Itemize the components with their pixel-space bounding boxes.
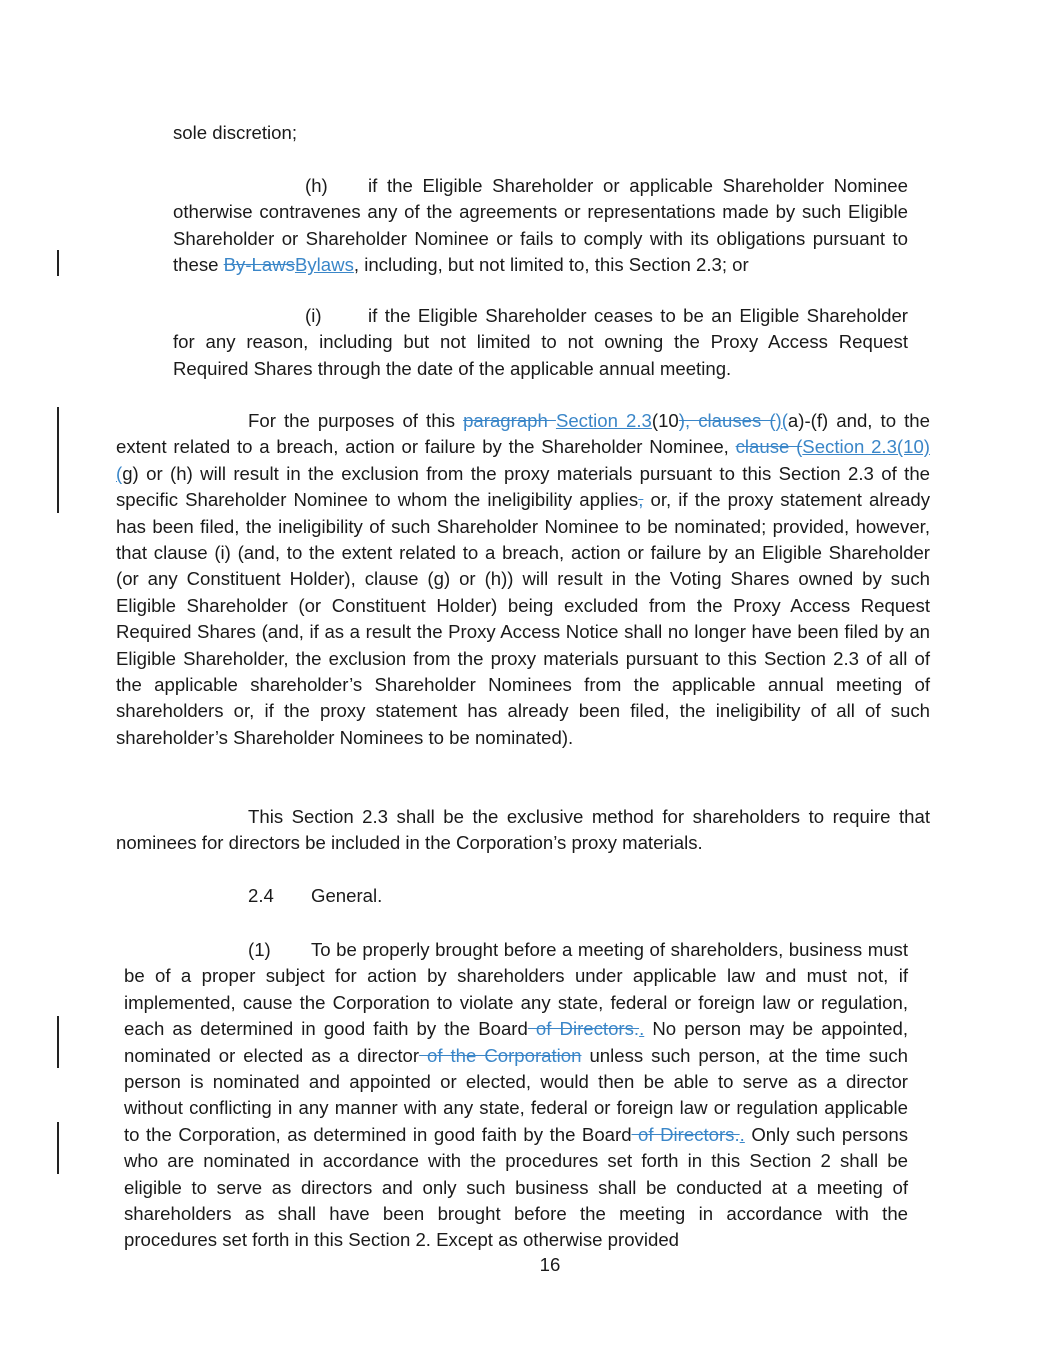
change-bar: [57, 250, 59, 276]
clause-1: [124, 937, 908, 1254]
section-heading-2-4: [248, 883, 848, 909]
paragraph-text: For the purposes of this: [248, 410, 464, 431]
clause-text: No person may be appointed, nominated or elected as a director: [124, 1018, 908, 1066]
clause-text: , including, but not limited to, this Section 2.3; or: [353, 254, 749, 276]
deleted-text: of the Corporation: [419, 1044, 582, 1066]
deleted-text: of Directors.: [631, 1123, 740, 1145]
paragraph-text: g) or (h) will result in the exclusion from the proxy materials pursuant to this Section 2.3 of the specific Shareholder Nominee to whom the ineligibility applies: [116, 462, 930, 511]
clause-label: (1): [248, 939, 271, 960]
deleted-text: clause (: [735, 436, 803, 458]
change-bar: [57, 1122, 59, 1174]
paragraph-purposes: [116, 408, 930, 751]
paragraph-text: sole discretion;: [173, 122, 298, 143]
paragraph-exclusive-method: [116, 804, 930, 857]
deleted-text: ), clauses (: [678, 410, 776, 431]
clause-text: unless such person, at the time such person is nominated and appointed or elected, would then be able to serve as a director without conflicting in any manner with any state, federal or foreign law or regulation applicable to the Corporation, as determined in good faith by the Board: [124, 1044, 908, 1145]
clause-text: Only such persons who are nominated in accordance with the procedures set forth in this Section 2 shall be eligible to serve as directors and only such business shall be conducted at a meeting of shareholders as shall have been brought before the meeting in accordance with the procedures set forth in this Section 2. Except as otherwise provided: [124, 1123, 909, 1251]
paragraph-text: or, if the proxy statement already has been filed, the ineligibility of such Shareholder Nominee to be nominated; provided, however, that clause (i) (and, to the extent related to a breach, action or failure by an Eligible Shareholder (or any Constituent Holder), clause (g) or (h)) will result in the Voting Shares owned by such Eligible Shareholder (or Constituent Holder) being excluded from the Proxy Access Request Required Shares (and, if as a result the Proxy Access Notice shall no longer have been filed by an Eligible Shareholder, the exclusion from the proxy materials pursuant to this Section 2.3 of all of the applicable shareholder’s Shareholder Nominees from the applicable annual meeting of shareholders or, if the proxy statement has already been filed, the ineligibility of all of such shareholder’s Shareholder Nominees to be nominated).: [116, 489, 930, 748]
clause-text: if the Eligible Shareholder or applicable Shareholder Nominee otherwise contravenes any of the agreements or representations made by such Eligible Shareholder or Shareholder Nominee or fails to comply with its obligations pursuant to these: [173, 175, 908, 276]
deleted-text: of Directors.: [527, 1018, 640, 1040]
section-title: General.: [311, 885, 383, 906]
paragraph-text: a)-(f) and, to the extent related to a breach, action or failure by the Shareholder Nominee,: [116, 410, 930, 458]
clause-label: (h): [305, 175, 328, 196]
paragraph-sole-discretion: [173, 120, 908, 146]
deleted-text: ,: [638, 489, 644, 511]
inserted-text: Section 2.3(10)(: [116, 436, 930, 484]
clause-text: if the Eligible Shareholder ceases to be an Eligible Shareholder for any reason, including but not limited to not owning the Proxy Access Request Required Shares through the date of the applicable annual meeting.: [173, 305, 908, 379]
change-bar: [57, 1016, 59, 1068]
clause-i: [173, 303, 908, 382]
inserted-text: Bylaws: [294, 254, 354, 276]
clause-label: (i): [305, 305, 322, 326]
inserted-text: Section 2.3: [555, 410, 652, 431]
inserted-text: .: [739, 1123, 745, 1145]
inserted-text: )(: [775, 410, 788, 431]
paragraph-text: This Section 2.3 shall be the exclusive method for shareholders to require that nominees for directors be included in the Corporation’s proxy materials.: [116, 806, 930, 854]
section-number: 2.4: [248, 885, 274, 906]
paragraph-text: (10: [651, 410, 679, 431]
clause-text: To be properly brought before a meeting of shareholders, business must be of a proper subject for action by shareholders under applicable law and must not, if implemented, cause the Corporation to violate any state, federal or foreign law or regulation, each as determined in good faith by the Board: [124, 939, 908, 1040]
inserted-text: .: [639, 1018, 645, 1040]
deleted-text: By-Laws: [223, 254, 295, 276]
page-number: 16: [539, 1254, 561, 1275]
deleted-text: paragraph: [463, 410, 556, 431]
clause-h: [173, 173, 908, 279]
change-bar: [57, 407, 59, 513]
